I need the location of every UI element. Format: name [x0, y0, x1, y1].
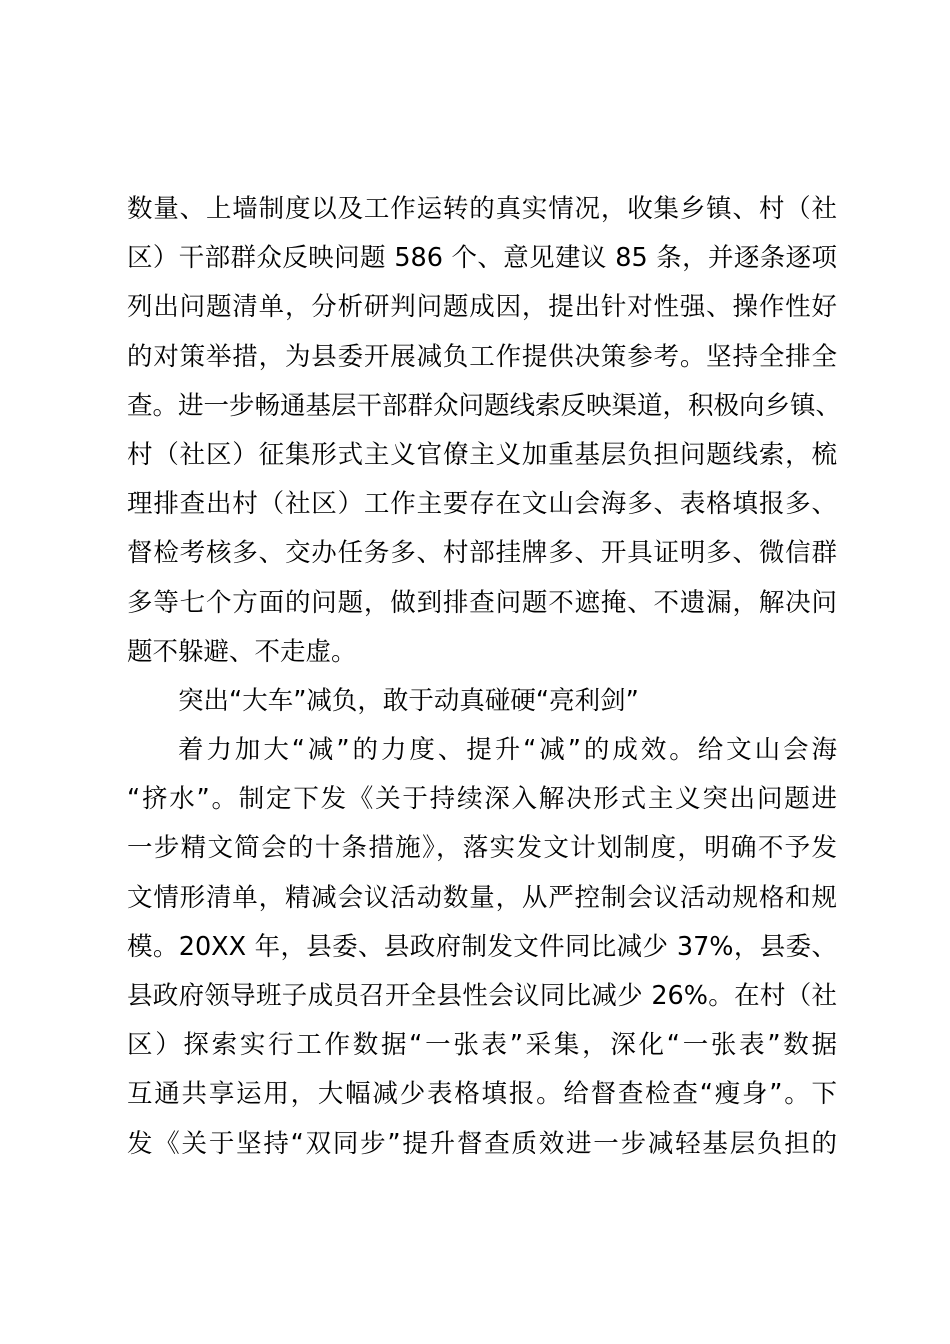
text-line: 的对策举措，为县委开展减负工作提供决策参考。坚持全排全	[127, 341, 837, 372]
text-line: 查。进一步畅通基层干部群众问题线索反映渠道，积极向乡镇、	[127, 390, 842, 421]
text-line: 一步精文简会的十条措施》，落实发文计划制度，明确不予发	[127, 833, 837, 864]
text-line: 督检考核多、交办任务多、村部挂牌多、开具证明多、微信群	[127, 538, 837, 569]
text-line: 区）探索实行工作数据“一张表”采集，深化“一张表”数据	[127, 1030, 837, 1061]
text-line: 多等七个方面的问题，做到排查问题不遮掩、不遗漏，解决问	[127, 587, 837, 618]
text-line: 村（社区）征集形式主义官僚主义加重基层负担问题线索，梳	[127, 439, 837, 470]
text-line: 题不躲避、不走虚。	[127, 636, 357, 667]
text-line: 模。20XX 年，县委、县政府制发文件同比减少 37%，县委、	[127, 931, 837, 962]
text-line: “挤水”。制定下发《关于持续深入解决形式主义突出问题进	[127, 784, 837, 815]
text-line: 数量、上墙制度以及工作运转的真实情况，收集乡镇、村（社	[127, 194, 837, 224]
text-line: 发《关于坚持“双同步”提升督查质效进一步减轻基层负担的	[127, 1128, 837, 1159]
text-line: 理排查出村（社区）工作主要存在文山会海多、表格填报多、	[127, 489, 837, 520]
text-line: 文情形清单，精减会议活动数量，从严控制会议活动规格和规	[127, 882, 837, 913]
text-line: 区）干部群众反映问题 586 个、意见建议 85 条，并逐条逐项	[127, 243, 837, 274]
text-line: 县政府领导班子成员召开全县性会议同比减少 26%。在村（社	[127, 981, 837, 1011]
text-line: 列出问题清单，分析研判问题成因，提出针对性强、操作性好	[127, 292, 837, 323]
text-line: 着力加大“减”的力度、提升“减”的成效。给文山会海	[178, 735, 837, 766]
section-heading: 突出“大车”减负，敢于动真碰硬“亮利剑”	[178, 685, 639, 716]
body-text	[127, 185, 842, 1169]
text-line: 互通共享运用，大幅减少表格填报。给督查检查“瘦身”。下	[127, 1079, 837, 1110]
